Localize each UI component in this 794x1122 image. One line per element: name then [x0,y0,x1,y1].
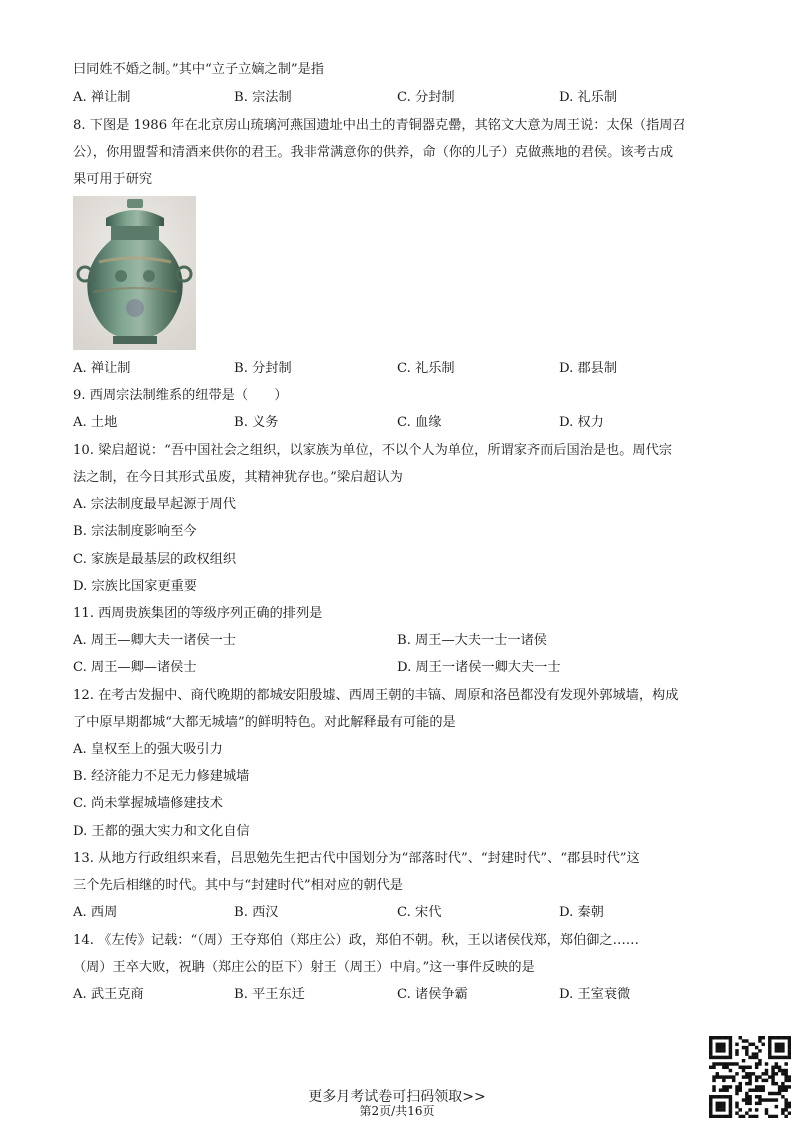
qr-module [781,1056,784,1059]
qr-module [729,1052,732,1055]
qr-module [768,1049,771,1052]
q11-option-a[interactable]: A. 周王—卿大夫一诸侯一士 [73,633,236,648]
q13-option-c[interactable]: C. 宋代 [397,905,442,920]
qr-module [719,1049,722,1052]
q12-option-d[interactable]: D. 王都的强大实力和文化自信 [73,824,250,839]
qr-module [722,1036,725,1039]
qr-module [788,1056,791,1059]
qr-module [722,1066,725,1069]
qr-module [752,1072,755,1075]
qr-module [735,1052,738,1055]
q11-option-c[interactable]: C. 周王—卿—诸侯士 [73,660,197,675]
qr-module [709,1046,712,1049]
qr-module [788,1075,791,1078]
q14-stem-line2: （周）王卒大败，祝聃（郑庄公的臣下）射王（周王）中肩。”这一事件反映的是 [73,960,535,975]
q14-option-d[interactable]: D. 王室衰微 [559,987,631,1002]
qr-module [775,1082,778,1085]
qr-module [748,1075,751,1078]
qr-module [722,1043,725,1046]
qr-module [735,1072,738,1075]
qr-module [771,1075,774,1078]
qr-module [755,1075,758,1078]
qr-module [784,1079,787,1082]
qr-module [732,1062,735,1065]
qr-module [712,1066,715,1069]
q7-option-b[interactable]: B. 宗法制 [234,90,292,105]
qr-module [752,1056,755,1059]
bronze-vessel-image [73,196,196,350]
q7-option-d[interactable]: D. 礼乐制 [559,90,618,105]
qr-module [725,1075,728,1078]
qr-module [758,1059,761,1062]
q12-stem-line1: 12. 在考古发掘中、商代晚期的都城安阳殷墟、西周王朝的丰镐、周原和洛邑都没有发现外郭城墙，构成 [73,688,679,703]
q13-stem-line1: 13. 从地方行政组织来看，吕思勉先生把古代中国划分为“部落时代”、“封建时代”、“郡县时代”这 [73,851,640,866]
qr-module [725,1036,728,1039]
qr-module [742,1046,745,1049]
qr-module [719,1043,722,1046]
qr-module [784,1075,787,1078]
qr-module [745,1075,748,1078]
qr-module [739,1036,742,1039]
q14-stem-line1: 14. 《左传》记载：“（周）王夺郑伯（郑庄公）政，郑伯不朝。秋，王以诸侯伐郑，郑伯御之…… [73,933,639,948]
qr-module [729,1043,732,1046]
qr-module [768,1046,771,1049]
page-number: 第2页/共16页 [359,1104,435,1118]
qr-module [716,1062,719,1065]
q13-option-d[interactable]: D. 秦朝 [559,905,604,920]
qr-module [716,1043,719,1046]
qr-module [709,1056,712,1059]
qr-module [739,1082,742,1085]
qr-module [729,1069,732,1072]
qr-module [778,1043,781,1046]
q11-option-d[interactable]: D. 周王一诸侯一卿大夫一士 [397,660,561,675]
q11-stem: 11. 西周贵族集团的等级序列正确的排列是 [73,606,323,621]
q14-option-a[interactable]: A. 武王克商 [73,987,144,1002]
qr-module [745,1049,748,1052]
q9-option-c[interactable]: C. 血缘 [397,415,442,430]
qr-module [745,1066,748,1069]
qr-module [742,1075,745,1078]
qr-module [768,1036,771,1039]
qr-module [788,1039,791,1042]
qr-module [771,1082,774,1085]
qr-module [712,1075,715,1078]
q7-option-a[interactable]: A. 禅让制 [73,90,131,105]
qr-module [775,1043,778,1046]
qr-module [775,1066,778,1069]
qr-module [709,1036,712,1039]
qr-module [781,1049,784,1052]
qr-module [729,1049,732,1052]
qr-module [748,1072,751,1075]
qr-module [771,1056,774,1059]
qr-module [742,1059,745,1062]
qr-module [735,1062,738,1065]
q12-option-c[interactable]: C. 尚未掌握城墙修建技术 [73,796,223,811]
qr-module [725,1062,728,1065]
qr-module [712,1056,715,1059]
qr-module [748,1079,751,1082]
qr-module [775,1056,778,1059]
qr-module [755,1052,758,1055]
qr-module [745,1082,748,1085]
qr-module [761,1072,764,1075]
q8-option-c[interactable]: C. 礼乐制 [397,361,455,376]
qr-module [784,1069,787,1072]
qr-module [719,1056,722,1059]
q10-option-b[interactable]: B. 宗法制度影响至今 [73,524,197,539]
qr-module [768,1039,771,1042]
q9-option-d[interactable]: D. 权力 [559,415,604,430]
qr-module [778,1066,781,1069]
qr-module [745,1046,748,1049]
q10-option-d[interactable]: D. 宗族比国家更重要 [73,579,197,594]
qr-module [722,1046,725,1049]
qr-module [768,1075,771,1078]
qr-module [765,1062,768,1065]
qr-module [732,1075,735,1078]
qr-module [709,1039,712,1042]
qr-module [722,1075,725,1078]
qr-module [729,1036,732,1039]
qr-module [768,1052,771,1055]
qr-module [775,1036,778,1039]
qr-module [761,1036,764,1039]
q10-option-a[interactable]: A. 宗法制度最早起源于周代 [73,497,236,512]
qr-module [719,1062,722,1065]
qr-module [735,1043,738,1046]
qr-module [719,1036,722,1039]
qr-module [729,1062,732,1065]
qr-module [781,1069,784,1072]
qr-module [778,1069,781,1072]
qr-module [761,1043,764,1046]
qr-module [716,1046,719,1049]
qr-module [716,1075,719,1078]
qr-module [765,1079,768,1082]
qr-module [748,1056,751,1059]
q8-option-d[interactable]: D. 郡县制 [559,361,618,376]
qr-module [758,1075,761,1078]
qr-module [788,1046,791,1049]
qr-module [788,1079,791,1082]
qr-module [771,1066,774,1069]
qr-module [788,1049,791,1052]
q12-option-b[interactable]: B. 经济能力不足无力修建城墙 [73,769,250,784]
qr-module [722,1049,725,1052]
qr-module [709,1066,712,1069]
q8-option-a[interactable]: A. 禅让制 [73,361,131,376]
q14-option-b[interactable]: B. 平王东迁 [234,987,305,1002]
qr-module [758,1049,761,1052]
qr-module [784,1036,787,1039]
qr-module [771,1036,774,1039]
qr-module [709,1052,712,1055]
qr-module [712,1036,715,1039]
qr-module [755,1056,758,1059]
qr-module [755,1062,758,1065]
qr-module [719,1046,722,1049]
q10-stem-line2: 法之制，在今日其形式虽废，其精神犹存也。”梁启超认为 [73,470,403,485]
qr-module [765,1069,768,1072]
qr-module [739,1066,742,1069]
qr-module [784,1062,787,1065]
qr-module [778,1036,781,1039]
qr-module [768,1056,771,1059]
qr-module [752,1052,755,1055]
qr-module [719,1075,722,1078]
qr-module [748,1043,751,1046]
qr-module [729,1075,732,1078]
qr-module [748,1082,751,1085]
qr-module [709,1049,712,1052]
qr-module [722,1079,725,1082]
q8-stem-line3: 果可用于研究 [73,172,153,187]
qr-module [781,1046,784,1049]
qr-module [716,1036,719,1039]
qr-module [781,1036,784,1039]
qr-module [752,1043,755,1046]
qr-module [778,1049,781,1052]
q9-stem: 9. 西周宗法制维系的纽带是（ ） [73,388,288,403]
qr-module [716,1056,719,1059]
qr-module [742,1066,745,1069]
qr-module [709,1043,712,1046]
qr-module [722,1056,725,1059]
qr-module [788,1052,791,1055]
qr-module [745,1072,748,1075]
q9-option-b[interactable]: B. 义务 [234,415,279,430]
bronze-lei-icon [73,196,196,350]
qr-module [781,1082,784,1085]
qr-module [725,1066,728,1069]
qr-module [742,1039,745,1042]
q8-stem-line1: 8. 下图是 1986 年在北京房山琉璃河燕国遗址中出土的青铜器克罍，其铭文大意为周王说：太保（指周召 [73,118,686,133]
q13-stem-line2: 三个先后相继的时代。其中与“封建时代”相对应的朝代是 [73,878,403,893]
q8-option-b[interactable]: B. 分封制 [234,361,292,376]
qr-module [758,1036,761,1039]
q13-option-a[interactable]: A. 西周 [73,905,118,920]
qr-module [745,1039,748,1042]
q10-stem-line1: 10. 梁启超说：“吾中国社会之组织，以家族为单位，不以个人为单位，所谓家齐而后国治是也。周代宗 [73,443,672,458]
qr-module [778,1056,781,1059]
q10-option-c[interactable]: C. 家族是最基层的政权组织 [73,552,237,567]
qr-module [771,1072,774,1075]
q14-option-c[interactable]: C. 诸侯争霸 [397,987,468,1002]
qr-module [732,1079,735,1082]
q12-stem-line2: 了中原早期都城“大都无城墙”的鲜明特色。对此解释最有可能的是 [73,715,456,730]
qr-module [716,1049,719,1052]
qr-module [771,1069,774,1072]
qr-module [735,1049,738,1052]
qr-module [788,1043,791,1046]
qr-module [755,1079,758,1082]
qr-module [758,1039,761,1042]
qr-module [784,1072,787,1075]
qr-module [771,1079,774,1082]
qr-module [729,1039,732,1042]
qr-module [775,1049,778,1052]
q13-option-b[interactable]: B. 西汉 [234,905,279,920]
q7-option-c[interactable]: C. 分封制 [397,90,455,105]
qr-module [755,1046,758,1049]
qr-module [725,1056,728,1059]
q7-text: 曰同姓不婚之制。”其中“立子立嫡之制”是指 [73,62,324,77]
q11-option-b[interactable]: B. 周王—大夫一士一诸侯 [397,633,547,648]
qr-module [758,1062,761,1065]
qr-module [755,1066,758,1069]
qr-module [729,1056,732,1059]
q12-option-a[interactable]: A. 皇权至上的强大吸引力 [73,742,223,757]
qr-module [722,1062,725,1065]
qr-module [781,1043,784,1046]
qr-module [761,1079,764,1082]
qr-module [775,1046,778,1049]
footer-promo-text: 更多月考试卷可扫码领取>> [308,1089,486,1105]
qr-module [784,1056,787,1059]
qr-module [765,1072,768,1075]
qr-module [742,1069,745,1072]
qr-module [748,1066,751,1069]
qr-module [716,1072,719,1075]
qr-module [768,1043,771,1046]
q9-option-a[interactable]: A. 土地 [73,415,118,430]
qr-module [745,1052,748,1055]
qr-module [712,1079,715,1082]
qr-module [775,1072,778,1075]
qr-module [712,1062,715,1065]
qr-module [781,1072,784,1075]
qr-module [778,1046,781,1049]
q8-stem-line2: 公），你用盟誓和清酒来供你的君王。我非常满意你的供养，命（你的儿子）克做燕地的君侯。该考古成 [73,145,674,160]
qr-module [775,1062,778,1065]
qr-module [788,1036,791,1039]
qr-module [729,1046,732,1049]
